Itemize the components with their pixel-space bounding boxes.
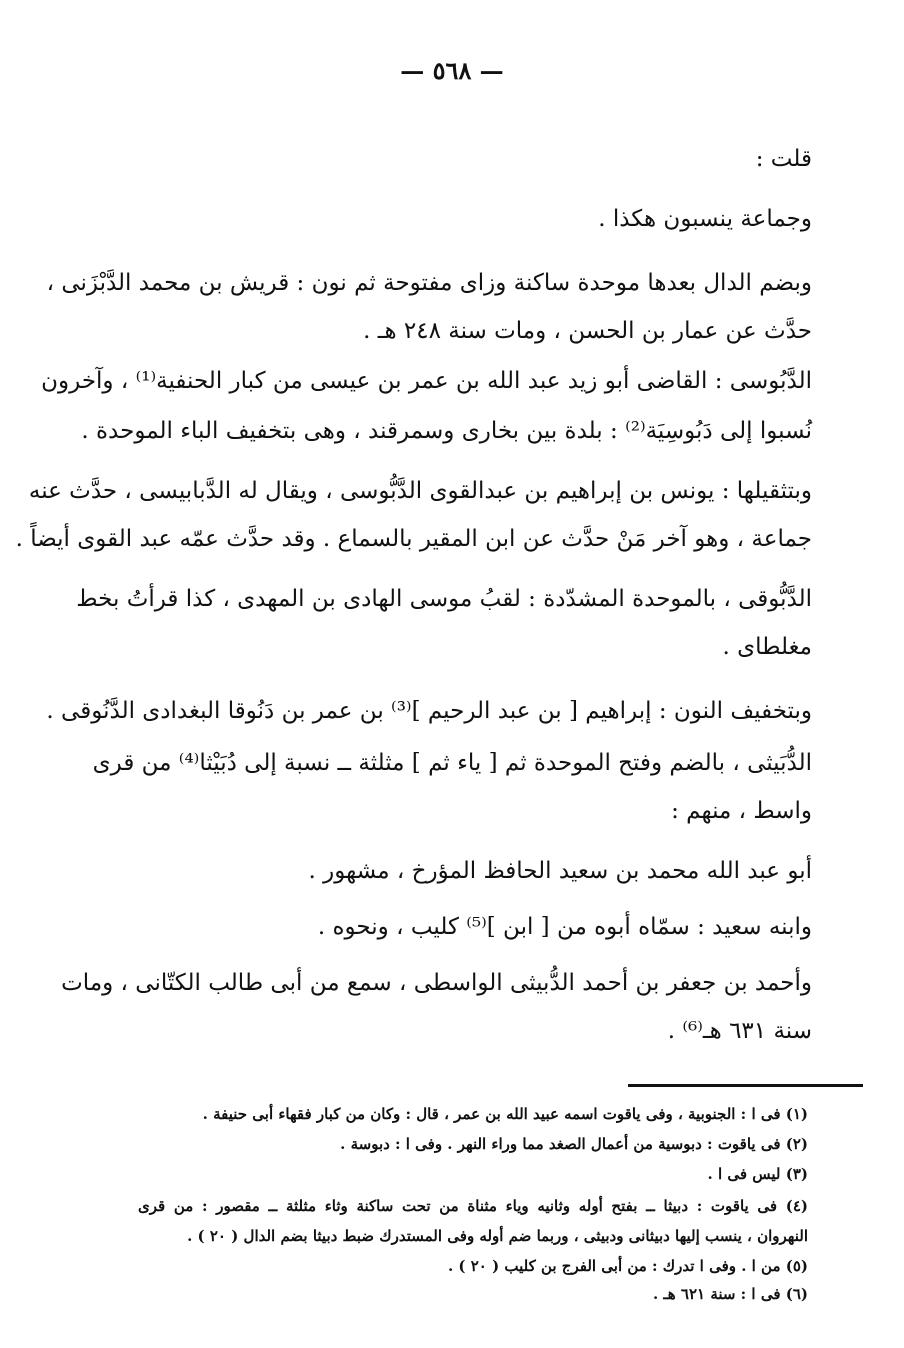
footnote-divider <box>628 1084 863 1087</box>
text-line: وبتخفيف النون : إبراهيم [ بن عبد الرحيم ]⁽³⁾ بن عمر بن دَنُوقا البغدادى الدَّنُوقى . <box>46 698 812 724</box>
footnote: (٤) فى ياقوت : دبيثا ــ بفتح أوله وثانيه وياء مثناة من تحت ساكنة وثاء مثلثة ــ مقصور : من قرى <box>138 1197 808 1215</box>
text-line: الدَّبُوسى : القاضى أبو زيد عبد الله بن عمر بن عيسى من كبار الحنفية⁽¹⁾ ، وآخرون <box>41 368 812 394</box>
text-line: حدَّث عن عمار بن الحسن ، ومات سنة ٢٤٨ هـ . <box>363 318 812 344</box>
text-line: سنة ٦٣١ هـ⁽⁶⁾ . <box>667 1018 812 1044</box>
text-line: الدَّبُّوقى ، بالموحدة المشدّدة : لقبُ موسى الهادى بن المهدى ، كذا قرأتُ بخط <box>76 586 812 612</box>
text-line: قلت : <box>755 146 812 172</box>
footnote: (٢) فى ياقوت : دبوسية من أعمال الصغد مما وراء النهر . وفى ا : دبوسة . <box>340 1135 808 1153</box>
footnote: (٦) فى ا : سنة ٦٢١ هـ . <box>652 1285 808 1303</box>
text-line: جماعة ، وهو آخر مَنْ حدَّث عن ابن المقير بالسماع . وقد حدَّث عمّه عبد القوى أيضاً . <box>15 526 812 552</box>
text-line: وبتثقيلها : يونس بن إبراهيم بن عبدالقوى الدَّبُّوسى ، ويقال له الدَّبابيسى ، حدَّث عنه <box>28 478 812 504</box>
footnote: (٣) ليس فى ا . <box>707 1165 808 1183</box>
text-line: نُسبوا إلى دَبُوسِيَة⁽²⁾ : بلدة بين بخارى وسمرقند ، وهى بتخفيف الباء الموحدة . <box>81 418 812 444</box>
page-number: — ٥٦٨ — <box>400 56 504 85</box>
footnote: (١) فى ا : الجنوبية ، وفى ياقوت اسمه عبيد الله بن عمر ، قال : وكان من كبار فقهاء أبى حنيفة . <box>202 1105 808 1123</box>
text-line: أبو عبد الله محمد بن سعيد الحافظ المؤرخ ، مشهور . <box>308 858 812 884</box>
text-line: الدُّبَيثى ، بالضم وفتح الموحدة ثم [ ياء ثم ] مثلثة ــ نسبة إلى دُبَيْثا⁽⁴⁾ من قرى <box>92 750 812 776</box>
text-line: وأحمد بن جعفر بن أحمد الدُّبيثى الواسطى ، سمع من أبى طالب الكتّانى ، ومات <box>61 970 812 996</box>
text-line: مغلطاى . <box>722 634 812 660</box>
text-line: وجماعة ينسبون هكذا . <box>598 206 812 232</box>
text-line: وابنه سعيد : سمّاه أبوه من [ ابن ]⁽⁵⁾ كليب ، ونحوه . <box>317 914 812 940</box>
text-line: وبضم الدال بعدها موحدة ساكنة وزاى مفتوحة ثم نون : قريش بن محمد الدَّبْزَنى ، <box>46 270 812 296</box>
footnote: (٥) من ا . وفى ا تدرك : من أبى الفرج بن كليب ( ٢٠ ) . <box>447 1257 808 1275</box>
text-line: واسط ، منهم : <box>671 798 812 824</box>
footnote: النهروان ، ينسب إليها دبيثانى ودبيثى ، وربما ضم أوله وفى المستدرك ضبط دبيثا بضم الدال ( ٢٠ ) . <box>187 1227 808 1245</box>
